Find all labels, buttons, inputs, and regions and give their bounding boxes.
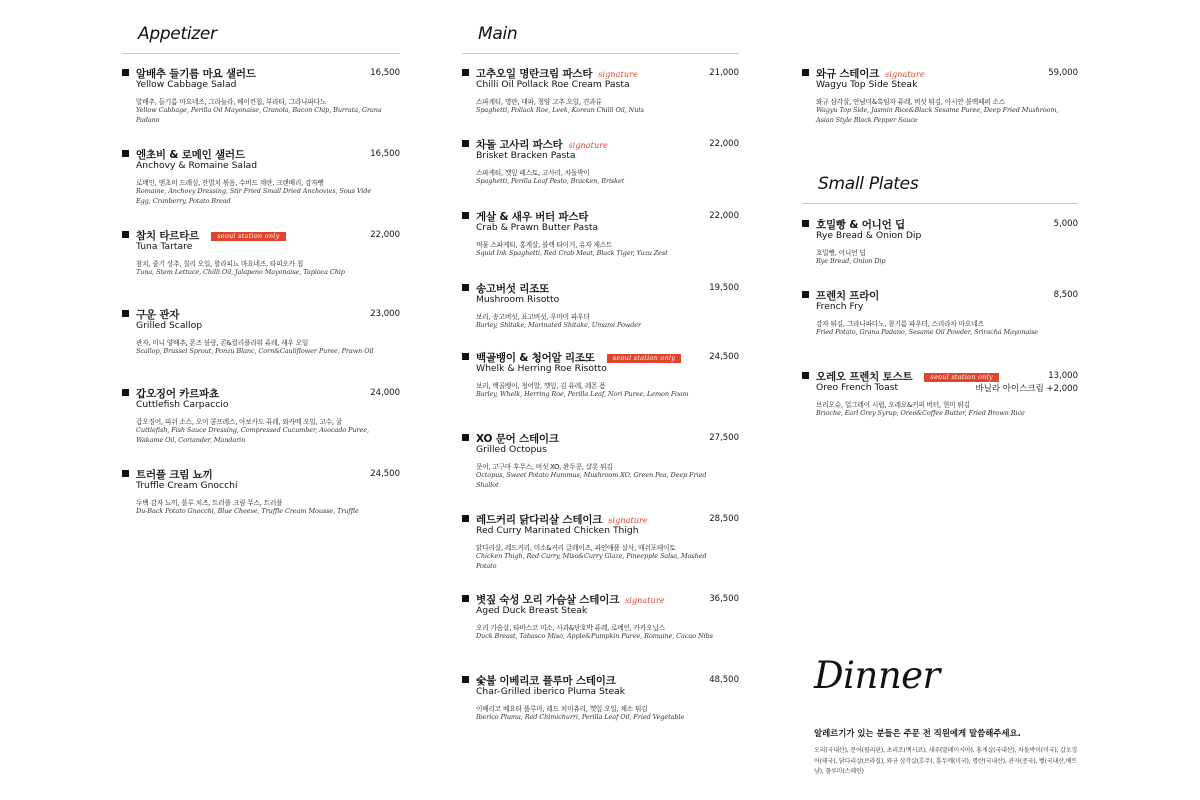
item-price: 21,000: [709, 68, 739, 78]
item-description-english: Du-Back Potato Gnocchi, Blue Cheese, Truffle Cream Mousse, Truffle: [136, 507, 359, 515]
item-description-korean: 와규 삼각살, 안남미&흑임자 퓨레, 버섯 튀김, 아시안 블랙페퍼 소스: [816, 98, 1005, 106]
bullet-square: [462, 212, 469, 219]
bullet-square: [462, 284, 469, 291]
item-description-english: Spaghetti, Pollack Roe, Leek, Korean Chilli Oil, Nuts: [476, 106, 645, 114]
item-description-english: Iberico Pluma, Red Chimichurri, Perilla Leaf Oil, Fried Vegetable: [476, 713, 685, 721]
item-description-korean: 감자 튀김, 그라나파다노, 참기름 파우더, 스리라차 마요네즈: [816, 320, 984, 328]
origin-info: 오리(국내산), 문어(필리핀), 초리조(멕시코), 새우(말레이시아), 홍게살(국내산), 차돌박이(미국), 갑오징어(태국), 닭다리살(브라질), 와규 삼각살(호주), 흥두깨(미국), 명란(국내산), 관자(중국), 뻘(국내산,베트남), 플루마(스페인): [814, 747, 1078, 775]
bullet-square: [462, 140, 469, 147]
dinner-title: Dinner: [814, 654, 940, 697]
signature-tag: signature: [885, 70, 925, 79]
item-description-korean: 호밀빵, 어니언 딥: [816, 249, 866, 257]
item-name-english: Char-Grilled iberico Pluma Steak: [476, 686, 626, 697]
item-price: 13,000: [1048, 371, 1078, 381]
item-price: 28,500: [709, 514, 739, 524]
item-price: 5,000: [1053, 219, 1078, 229]
item-name-english: Wagyu Top Side Steak: [816, 79, 918, 90]
item-description-korean: 이베리코 베요타 플루마, 레드 치미츄리, 깻잎 오일, 채소 튀김: [476, 705, 648, 713]
item-name-korean-text: 알배추 들기름 마요 샐러드: [136, 68, 256, 80]
item-description-english: Romaine, Anchovy Dressing, Stir Fried Small Dried Anchovies, Sous Vide Egg, Cranberry, Potato Bread: [136, 187, 372, 205]
item-price: 22,000: [709, 139, 739, 149]
item-description-korean: 알배추, 들기름 마요네즈, 그라놀라, 베이컨칩, 부라타, 그라나파다노: [136, 98, 327, 106]
item-price: 23,000: [370, 309, 400, 319]
item-name-english: Truffle Cream Gnocchi: [136, 480, 238, 491]
station-only-badge: seoul station only: [924, 373, 998, 382]
item-name-english: Grilled Scallop: [136, 320, 203, 331]
item-description-korean: 관자, 미니 양배추, 폰즈 블랑, 콘&컬리플라워 퓨레, 새우 오일: [136, 339, 309, 347]
item-description-korean: 오리 가슴살, 타바스코 미소, 사과&단호박 퓨레, 로메인, 카카오닙스: [476, 624, 665, 632]
item-description-korean: 두백 감자 뇨끼, 블루 치즈, 트러플 크림 무스, 트러플: [136, 499, 283, 507]
item-price: 24,500: [709, 352, 739, 362]
signature-tag: signature: [568, 141, 609, 150]
item-description-english: Yellow Cabbage, Perilla Oil Mayonaise, Granola, Bacon Chip, Burrata, Grana Padano: [136, 106, 382, 124]
item-description-korean: 로메인, 엔초비 드레싱, 잔멸치 볶음, 수비드 계란, 크랜베리, 감자빵: [136, 179, 324, 187]
item-description-english: Tuna, Stem Lettuce, Chilli Oil, Jalapeno Mayonaise, Tapioca Chip: [136, 268, 345, 276]
item-description-english: Duck Breast, Tabasco Miso, Apple&Pumpkin Puree, Romaine, Cacao Nibs: [476, 632, 713, 640]
item-name-korean-text: 백골뱅이 & 청어알 리조또: [476, 352, 595, 364]
item-name-korean-text: 게살 & 새우 버터 파스타: [476, 211, 589, 223]
bullet-square: [462, 595, 469, 602]
item-description-english: Barley, Shitake, Marinated Shitake, Umami Powder: [476, 321, 642, 329]
item-description-english: Squid Ink Spaghetti, Red Crab Meat, Black Tiger, Yuzu Zest: [476, 249, 668, 257]
item-description-english: Scallop, Brussel Sprout, Ponzu Blanc, Corn&Cauliflower Puree, Prawn Oil: [136, 347, 374, 355]
item-name-english: Mushroom Risotto: [476, 294, 560, 305]
item-name-korean-text: 호밀빵 & 어니언 딥: [816, 219, 905, 231]
item-price: 22,000: [709, 211, 739, 221]
item-price: 27,500: [709, 433, 739, 443]
section-title-appetizer: Appetizer: [138, 24, 217, 44]
bullet-square: [802, 291, 809, 298]
bullet-square: [122, 231, 129, 238]
item-name-korean-text: 고추오일 명란크림 파스타: [476, 68, 593, 80]
item-name-korean-text: 갑오징어 카르파쵸: [136, 388, 219, 400]
item-name-korean-text: 프렌치 프라이: [816, 290, 880, 302]
item-name-english: Oreo French Toast: [816, 382, 899, 393]
item-price: 22,000: [370, 230, 400, 240]
item-description-english: Rye Bread, Onion Dip: [816, 257, 886, 265]
item-name-korean-text: 트러플 크림 뇨끼: [136, 469, 213, 481]
item-name-korean-text: 오레오 프렌치 토스트: [816, 371, 913, 383]
section-divider: [122, 53, 400, 54]
signature-tag: signature: [625, 596, 665, 605]
item-description-korean: 참치, 줄기 상추, 칠리 오일, 할라피뇨 마요네즈, 타피오카 칩: [136, 260, 304, 268]
item-name-korean-text: 숯불 이베리코 플루마 스테이크: [476, 675, 616, 687]
item-name-english: Grilled Octopus: [476, 444, 547, 455]
item-name-english: Cuttlefish Carpaccio: [136, 399, 229, 410]
item-price: 24,000: [370, 388, 400, 398]
item-name-korean-text: 구운 관자: [136, 309, 180, 321]
item-name-korean-text: 볏짚 숙성 오리 가슴살 스테이크: [476, 594, 620, 606]
item-addon: 바닐라 아이스크림 +2,000: [975, 384, 1078, 394]
item-description-korean: 브리오슈, 얼그레이 시럽, 오레오&커피 버터, 현미 튀김: [816, 401, 970, 409]
item-price: 16,500: [370, 149, 400, 159]
bullet-square: [802, 69, 809, 76]
section-divider: [802, 203, 1078, 204]
item-price: 59,000: [1048, 68, 1078, 78]
section-divider: [462, 53, 739, 54]
station-only-badge: seoul station only: [211, 232, 285, 241]
item-description-korean: 문어, 고구마 후무스, 버섯 XO, 완두콩, 샬롯 튀김: [476, 463, 613, 471]
item-description-korean: 보리, 백골뱅이, 청어알, 깻잎, 김 퓨레, 레몬 폼: [476, 382, 606, 390]
item-name-korean-text: 레드커리 닭다리살 스테이크: [476, 514, 603, 526]
bullet-square: [122, 470, 129, 477]
item-description-english: Wagyu Top Side, Jasmin Rice&Black Sesame Puree, Deep Fried Mushroom, Asian Style Black Pepper Sauce: [816, 106, 1059, 124]
item-name-english: Chilli Oil Pollack Roe Cream Pasta: [476, 79, 630, 90]
item-name-english: Yellow Cabbage Salad: [136, 79, 237, 90]
item-name-korean-text: 송고버섯 리조또: [476, 283, 550, 295]
item-description-korean: 갑오징어, 피쉬 소스, 오이 콤프레스, 아보카도 퓨레, 와카메 오일, 고수, 귤: [136, 418, 343, 426]
item-description-korean: 먹물 스파게티, 홍게살, 블랙 타이거, 유자 제스트: [476, 241, 613, 249]
section-title-small-plates: Small Plates: [818, 174, 919, 194]
item-name-korean-text: 차돌 고사리 파스타: [476, 139, 563, 151]
bullet-square: [122, 150, 129, 157]
bullet-square: [462, 69, 469, 76]
item-description-english: Barley, Whelk, Herring Roe, Perilla Leaf, Nori Puree, Lemon Foam: [476, 390, 689, 398]
item-description-english: Spaghetti, Perilla Leaf Pesto, Bracken, Brisket: [476, 177, 625, 185]
item-name-english: Brisket Bracken Pasta: [476, 150, 576, 161]
item-name-english: Tuna Tartare: [136, 241, 193, 252]
item-name-english: Whelk & Herring Roe Risotto: [476, 363, 607, 374]
signature-tag: signature: [598, 70, 638, 79]
signature-tag: signature: [608, 516, 648, 525]
station-only-badge: seoul station only: [607, 354, 681, 363]
bullet-square: [462, 676, 469, 683]
section-title-main: Main: [478, 24, 518, 44]
item-price: 36,500: [709, 594, 739, 604]
bullet-square: [122, 69, 129, 76]
item-description-korean: 스파게티, 명란, 대파, 청양 고추 오일, 견과류: [476, 98, 602, 106]
item-name-english: Crab & Prawn Butter Pasta: [476, 222, 599, 233]
item-description-english: Cuttlefish, Fish Sauce Dressing, Compressed Cucumber, Avocado Puree, Wakame Oil, Coriander, Mandarin: [136, 426, 369, 444]
allergy-notice: 알레르기가 있는 분들은 주문 전 직원에게 말씀해주세요.: [814, 728, 1021, 738]
item-price: 16,500: [370, 68, 400, 78]
item-description-english: Chicken Thigh, Red Curry, Miso&Curry Glaze, Pineepple Salsa, Mashed Potato: [476, 552, 707, 570]
item-description-korean: 닭다리살, 레드커리, 미소&커리 글레이즈, 파인애플 살사, 매쉬포테이토: [476, 544, 676, 552]
item-description-english: Octopus, Sweet Potato Hummus, Mushroom XO, Green Pea, Deep Fried Shallot: [476, 471, 707, 489]
bullet-square: [462, 434, 469, 441]
item-price: 48,500: [709, 675, 739, 685]
bullet-square: [122, 310, 129, 317]
item-name-korean-text: 참치 타르타르: [136, 230, 200, 242]
item-name-korean-text: 와규 스테이크: [816, 68, 880, 80]
item-price: 19,500: [709, 283, 739, 293]
item-description-english: Brioche, Earl Grey Syrup, Oreo&Coffee Butter, Fried Brown Rice: [816, 409, 1025, 417]
item-name-english: Aged Duck Breast Steak: [476, 605, 588, 616]
bullet-square: [462, 353, 469, 360]
bullet-square: [462, 515, 469, 522]
bullet-square: [802, 372, 809, 379]
bullet-square: [802, 220, 809, 227]
item-name-english: Anchovy & Romaine Salad: [136, 160, 258, 171]
item-description-english: Fried Potato, Grana Padano, Sesame Oil Powder, Sriracha Mayonaise: [816, 328, 1039, 336]
item-price: 24,500: [370, 469, 400, 479]
item-price: 8,500: [1053, 290, 1078, 300]
item-name-english: Red Curry Marinated Chicken Thigh: [476, 525, 639, 536]
item-name-korean-text: 엔초비 & 로메인 샐러드: [136, 149, 245, 161]
item-description-korean: 보리, 송고버섯, 표고버섯, 우마미 파우더: [476, 313, 590, 321]
item-name-english: French Fry: [816, 301, 864, 312]
bullet-square: [122, 389, 129, 396]
item-name-korean-text: XO 문어 스테이크: [476, 433, 559, 445]
item-name-english: Rye Bread & Onion Dip: [816, 230, 922, 241]
item-description-korean: 스파게티, 깻잎 페스토, 고사리, 차돌박이: [476, 169, 590, 177]
